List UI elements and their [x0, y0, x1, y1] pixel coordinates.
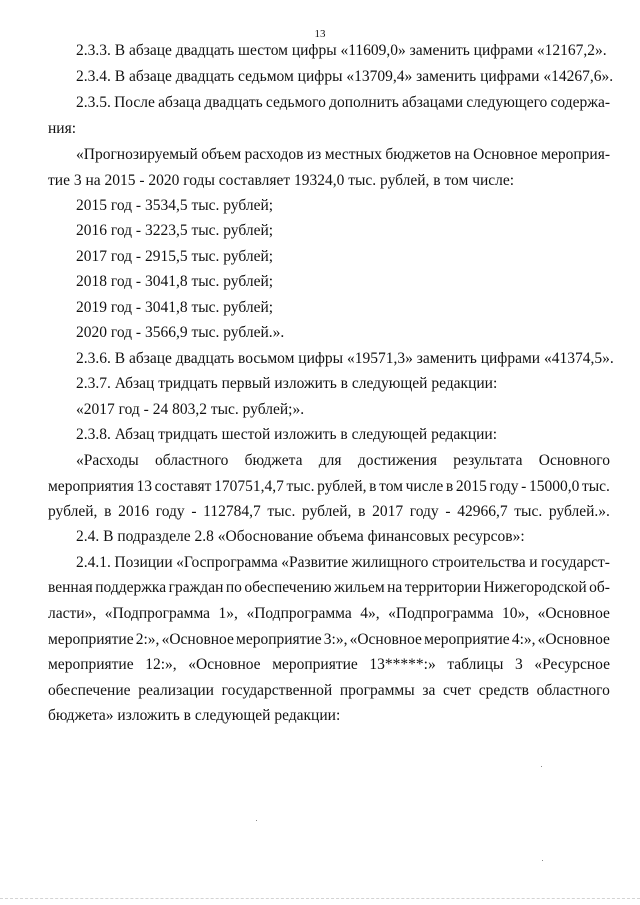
text-line: ласти», «Подпрограмма 1», «Подпрограмма 4», «Подпрограмма 10», «Основное: [48, 605, 610, 622]
scan-edge-artifact: [0, 898, 640, 905]
text-line: 2019 год - 3041,8 тыс. рублей;: [76, 299, 274, 316]
text-line: рублей, в 2016 году - 112784,7 тыс. рублей, в 2017 году - 42966,7 тыс. рублей.».: [48, 503, 610, 520]
text-line: 2.3.4. В абзаце двадцать седьмом цифры «13709,4» заменить цифрами «14267,6».: [76, 68, 614, 85]
text-line: мероприятие 12:», «Основное мероприятие 13*****:» таблицы 3 «Ресурсное: [48, 656, 610, 673]
text-line: 2.3.3. В абзаце двадцать шестом цифры «11609,0» заменить цифрами «12167,2».: [76, 42, 607, 59]
text-line: 2020 год - 3566,9 тыс. рублей.».: [76, 324, 285, 341]
scan-speck: [541, 766, 542, 767]
text-line: бюджета» изложить в следующей редакции:: [48, 707, 341, 724]
page-number: 13: [314, 28, 326, 40]
scan-speck: [542, 860, 543, 861]
text-line: 2.3.6. В абзаце двадцать восьмом цифры «19571,3» заменить цифрами «41374,5».: [76, 350, 614, 367]
text-line: венная поддержка граждан по обеспечению жильем на территории Нижегородской об-: [48, 579, 610, 596]
text-line: «2017 год - 24 803,2 тыс. рублей;».: [76, 401, 305, 418]
scan-speck: [256, 820, 257, 821]
text-line: обеспечение реализации государственной программы за счет средств областного: [48, 682, 610, 699]
text-line: 2017 год - 2915,5 тыс. рублей;: [76, 248, 274, 265]
text-line: «Прогнозируемый объем расходов из местных бюджетов на Основное мероприя-: [76, 146, 610, 163]
text-line: 2.4.1. Позиции «Госпрограмма «Развитие жилищного строительства и государст-: [76, 554, 610, 571]
text-line: 2.3.5. После абзаца двадцать седьмого дополнить абзацами следующего содержа-: [76, 94, 610, 111]
text-line: 2.3.7. Абзац тридцать первый изложить в следующей редакции:: [76, 375, 498, 392]
text-line: тие 3 на 2015 - 2020 годы составляет 19324,0 тыс. рублей, в том числе:: [48, 172, 515, 189]
text-line: 2016 год - 3223,5 тыс. рублей;: [76, 222, 274, 239]
text-line: 2.3.8. Абзац тридцать шестой изложить в следующей редакции:: [76, 426, 498, 443]
text-line: 2.4. В подразделе 2.8 «Обоснование объема финансовых ресурсов»:: [76, 528, 525, 545]
text-line: ния:: [48, 120, 77, 137]
text-line: 2015 год - 3534,5 тыс. рублей;: [76, 197, 274, 214]
text-line: 2018 год - 3041,8 тыс. рублей;: [76, 273, 274, 290]
text-line: мероприятия 13 составят 170751,4,7 тыс. рублей, в том числе в 2015 году - 15000,0 тыс.: [48, 478, 610, 495]
text-line: «Расходы областного бюджета для достижения результата Основного: [76, 452, 610, 469]
text-line: мероприятие 2:», «Основное мероприятие 3:», «Основное мероприятие 4:», «Основное: [48, 631, 610, 648]
